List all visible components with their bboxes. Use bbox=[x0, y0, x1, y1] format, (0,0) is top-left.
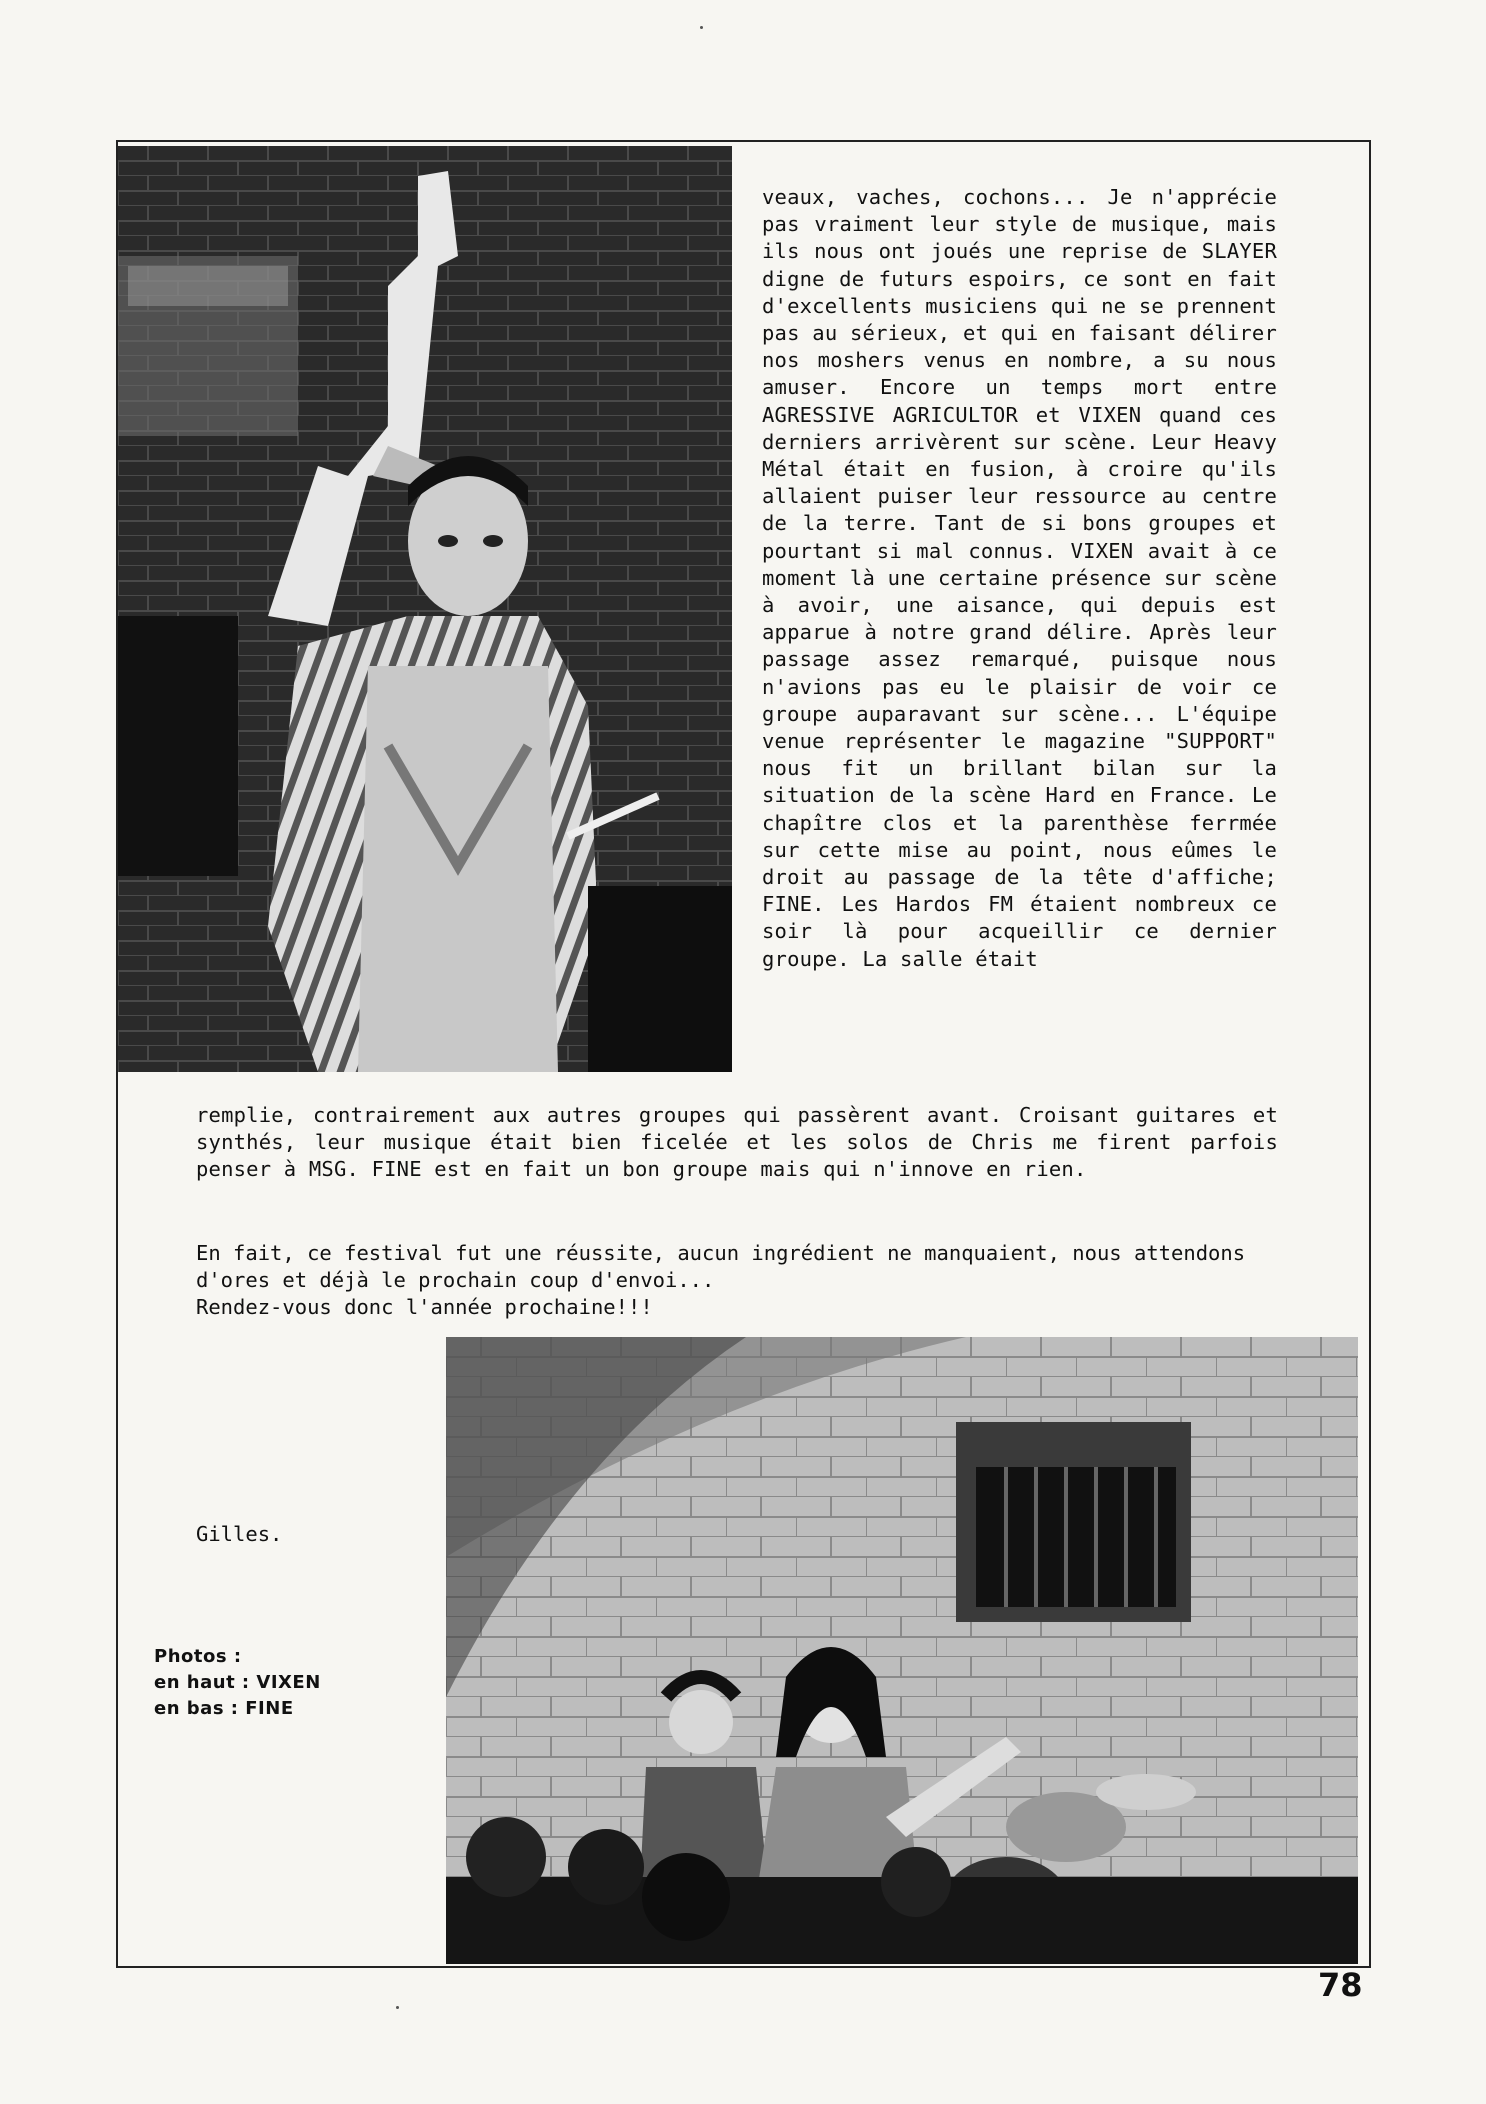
article-conclusion: En fait, ce festival fut une réussite, aucun ingrédient ne manquaient, nous attendons d'ores et déjà le prochain coup d'envoi... bbox=[196, 1241, 1246, 1293]
scan-speck bbox=[700, 26, 703, 29]
photo-caption-top: en haut : VIXEN bbox=[154, 1672, 321, 1693]
photo-fine bbox=[446, 1337, 1358, 1964]
scan-speck bbox=[396, 2006, 399, 2009]
article-farewell: Rendez-vous donc l'année prochaine!!! bbox=[196, 1295, 653, 1319]
page-number: 78 bbox=[1318, 1966, 1363, 2004]
photo-caption-title: Photos : bbox=[154, 1646, 242, 1667]
article-wide-text: remplie, contrairement aux autres groupes qui passèrent avant. Croisant guitares et synthés, leur musique était bien ficelée et les solos de Chris me firent parfois penser à MSG. FINE est en fait un bon groupe mais qui n'innove en rien. bbox=[196, 1103, 1278, 1182]
author-signature: Gilles. bbox=[196, 1522, 283, 1546]
article-column-text: veaux, vaches, cochons... Je n'apprécie pas vraiment leur style de musique, mais ils nous ont joués une reprise de SLAYER digne de futurs espoirs, ce sont en fait d'excellents musiciens qui ne se prennent pas au sérieux, et qui en faisant délirer nos moshers venus en nombre, a su nous amuser. Encore un temps mort entre AGRESSIVE AGRICULTOR et VIXEN quand ces derniers arrivèrent sur scène. Leur Heavy Métal était en fusion, à croire qu'ils allaient puiser leur ressource au centre de la terre. Tant de si bons groupes et pourtant si mal connus. VIXEN avait à ce moment là une certaine présence sur scène à avoir, une aisance, qui depuis est apparue à notre grand délire. Après leur passage assez remarqué, puisque nous n'avions pas eu le plaisir de voir ce groupe auparavant sur scène... L'équipe venue représenter le magazine "SUPPORT" nous fit un brillant bilan sur la situation de la scène Hard en France. Le chapître clos et la parenthèse ferrmée sur cette mise au point, nous eûmes le droit au passage de la tête d'affiche; FINE. Les Hardos FM étaient nombreux ce soir là pour acqueillir ce dernier groupe. La salle était bbox=[762, 185, 1277, 971]
photo-vixen bbox=[118, 146, 732, 1072]
photo-caption-bottom: en bas : FINE bbox=[154, 1698, 294, 1719]
